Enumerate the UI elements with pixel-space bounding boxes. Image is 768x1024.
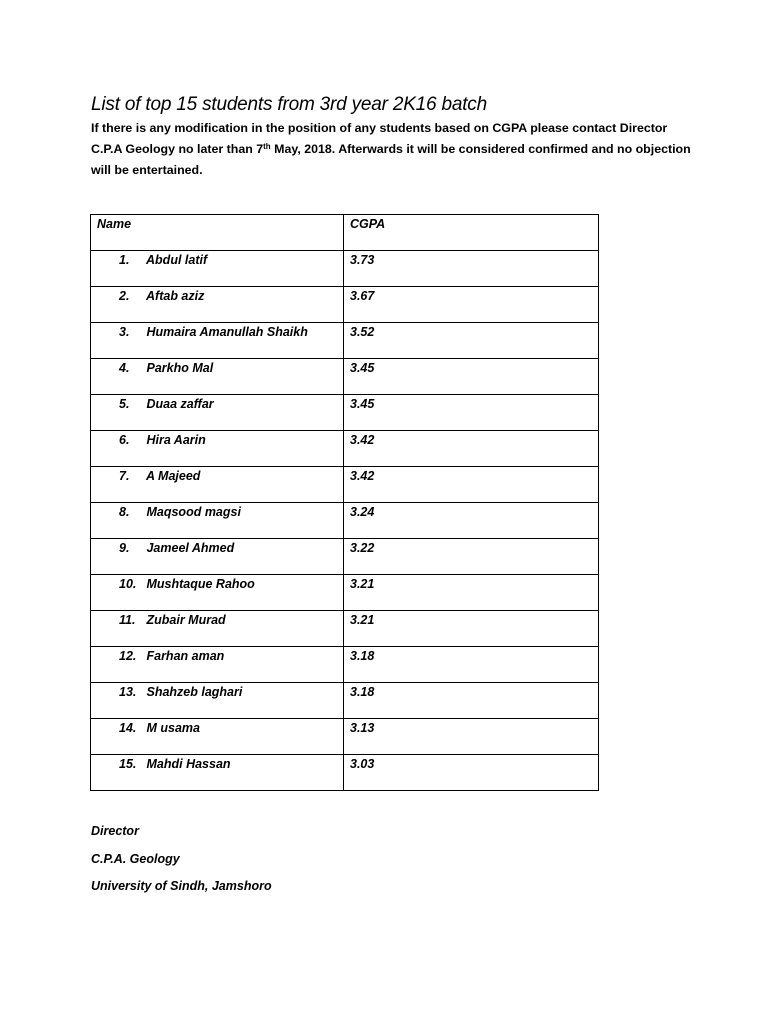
cgpa-cell [344, 395, 599, 431]
student-name-cell [91, 431, 344, 467]
cgpa-cell [344, 539, 599, 575]
student-name: M usama [146, 721, 200, 735]
notice-text-part2: May, 2018. Afterwards it will be considered confirmed and no objection will be entertained. [91, 142, 691, 177]
rank-number: 15. [119, 757, 137, 771]
student-name: Humaira Amanullah Shaikh [146, 325, 308, 339]
table-row [91, 683, 599, 719]
rank-number: 2. [119, 289, 130, 303]
student-name-cell [91, 719, 344, 755]
rank-number: 10. [119, 577, 137, 591]
student-name-cell [91, 287, 344, 323]
student-name-cell [91, 611, 344, 647]
cgpa-cell [344, 503, 599, 539]
rank-number: 5. [119, 397, 130, 411]
cgpa-cell [344, 323, 599, 359]
cgpa-value: 3.22 [350, 541, 375, 555]
cgpa-cell [344, 251, 599, 287]
table-row [91, 611, 599, 647]
notice-paragraph [91, 118, 691, 181]
table-row [91, 395, 599, 431]
table-row [91, 287, 599, 323]
student-name: Parkho Mal [146, 361, 214, 375]
rank-number: 7. [119, 469, 130, 483]
table-row [91, 251, 599, 287]
student-name: Hira Aarin [146, 433, 206, 447]
table-row [91, 467, 599, 503]
cgpa-cell [344, 287, 599, 323]
results-table [90, 214, 599, 791]
student-name: Zubair Murad [146, 613, 226, 627]
student-name: Abdul latif [146, 253, 208, 267]
student-name-cell [91, 683, 344, 719]
cgpa-value: 3.03 [350, 757, 375, 771]
cgpa-cell [344, 467, 599, 503]
student-name: Farhan aman [146, 649, 225, 663]
cgpa-cell [344, 683, 599, 719]
student-name: Mahdi Hassan [146, 757, 231, 771]
cgpa-value: 3.18 [350, 685, 375, 699]
table-row [91, 431, 599, 467]
notice-superscript: th [263, 142, 271, 151]
student-name: Aftab aziz [146, 289, 205, 303]
document-title: List of top 15 students from 3rd year 2K16 batch [91, 94, 487, 115]
rank-number: 13. [119, 685, 137, 699]
student-name: Duaa zaffar [146, 397, 214, 411]
cgpa-value: 3.73 [350, 253, 375, 267]
rank-number: 9. [119, 541, 130, 555]
rank-number: 1. [119, 253, 130, 267]
student-name-cell [91, 395, 344, 431]
cgpa-value: 3.45 [350, 397, 375, 411]
student-name: Shahzeb laghari [146, 685, 243, 699]
rank-number: 3. [119, 325, 130, 339]
table-row [91, 359, 599, 395]
student-name-cell [91, 359, 344, 395]
signature-department: C.P.A. Geology [91, 851, 180, 866]
cgpa-cell [344, 575, 599, 611]
table-row [91, 719, 599, 755]
student-name: Jameel Ahmed [146, 541, 235, 555]
cgpa-cell [344, 647, 599, 683]
student-name-cell [91, 647, 344, 683]
table-row [91, 503, 599, 539]
rank-number: 6. [119, 433, 130, 447]
cgpa-value: 3.13 [350, 721, 375, 735]
student-name-cell [91, 503, 344, 539]
student-name-cell [91, 323, 344, 359]
cgpa-cell [344, 719, 599, 755]
cgpa-value: 3.21 [350, 577, 375, 591]
student-name-cell [91, 467, 344, 503]
signature-title: Director [91, 824, 139, 838]
cgpa-value: 3.42 [350, 469, 375, 483]
table-header-row [91, 215, 599, 251]
header-name-label: Name [97, 217, 132, 231]
header-cgpa-label: CGPA [350, 217, 386, 231]
rank-number: 4. [119, 361, 130, 375]
header-name-cell [91, 215, 344, 251]
table-row [91, 647, 599, 683]
notice-text-part1: If there is any modification in the position of any students based on CGPA please contact Director C.P.A Geology no later than 7 [91, 121, 668, 156]
cgpa-cell [344, 611, 599, 647]
rank-number: 11. [119, 613, 136, 627]
table-row [91, 539, 599, 575]
student-name-cell [91, 251, 344, 287]
cgpa-value: 3.18 [350, 649, 375, 663]
student-name: A Majeed [146, 469, 201, 483]
student-name-cell [91, 575, 344, 611]
cgpa-cell [344, 431, 599, 467]
rank-number: 8. [119, 505, 130, 519]
rank-number: 14. [119, 721, 137, 735]
signature-institution: University of Sindh, Jamshoro [91, 879, 272, 893]
student-name: Maqsood magsi [146, 505, 241, 519]
signature-block [91, 824, 272, 907]
cgpa-value: 3.52 [350, 325, 375, 339]
header-cgpa-cell [344, 215, 599, 251]
cgpa-value: 3.21 [350, 613, 375, 627]
table-row [91, 323, 599, 359]
cgpa-cell [344, 755, 599, 791]
table-row [91, 575, 599, 611]
cgpa-cell [344, 359, 599, 395]
cgpa-value: 3.67 [350, 289, 375, 303]
cgpa-value: 3.24 [350, 505, 375, 519]
cgpa-value: 3.45 [350, 361, 375, 375]
table-row [91, 755, 599, 791]
cgpa-value: 3.42 [350, 433, 375, 447]
rank-number: 12. [119, 649, 137, 663]
student-name-cell [91, 539, 344, 575]
student-name: Mushtaque Rahoo [146, 577, 255, 591]
student-name-cell [91, 755, 344, 791]
